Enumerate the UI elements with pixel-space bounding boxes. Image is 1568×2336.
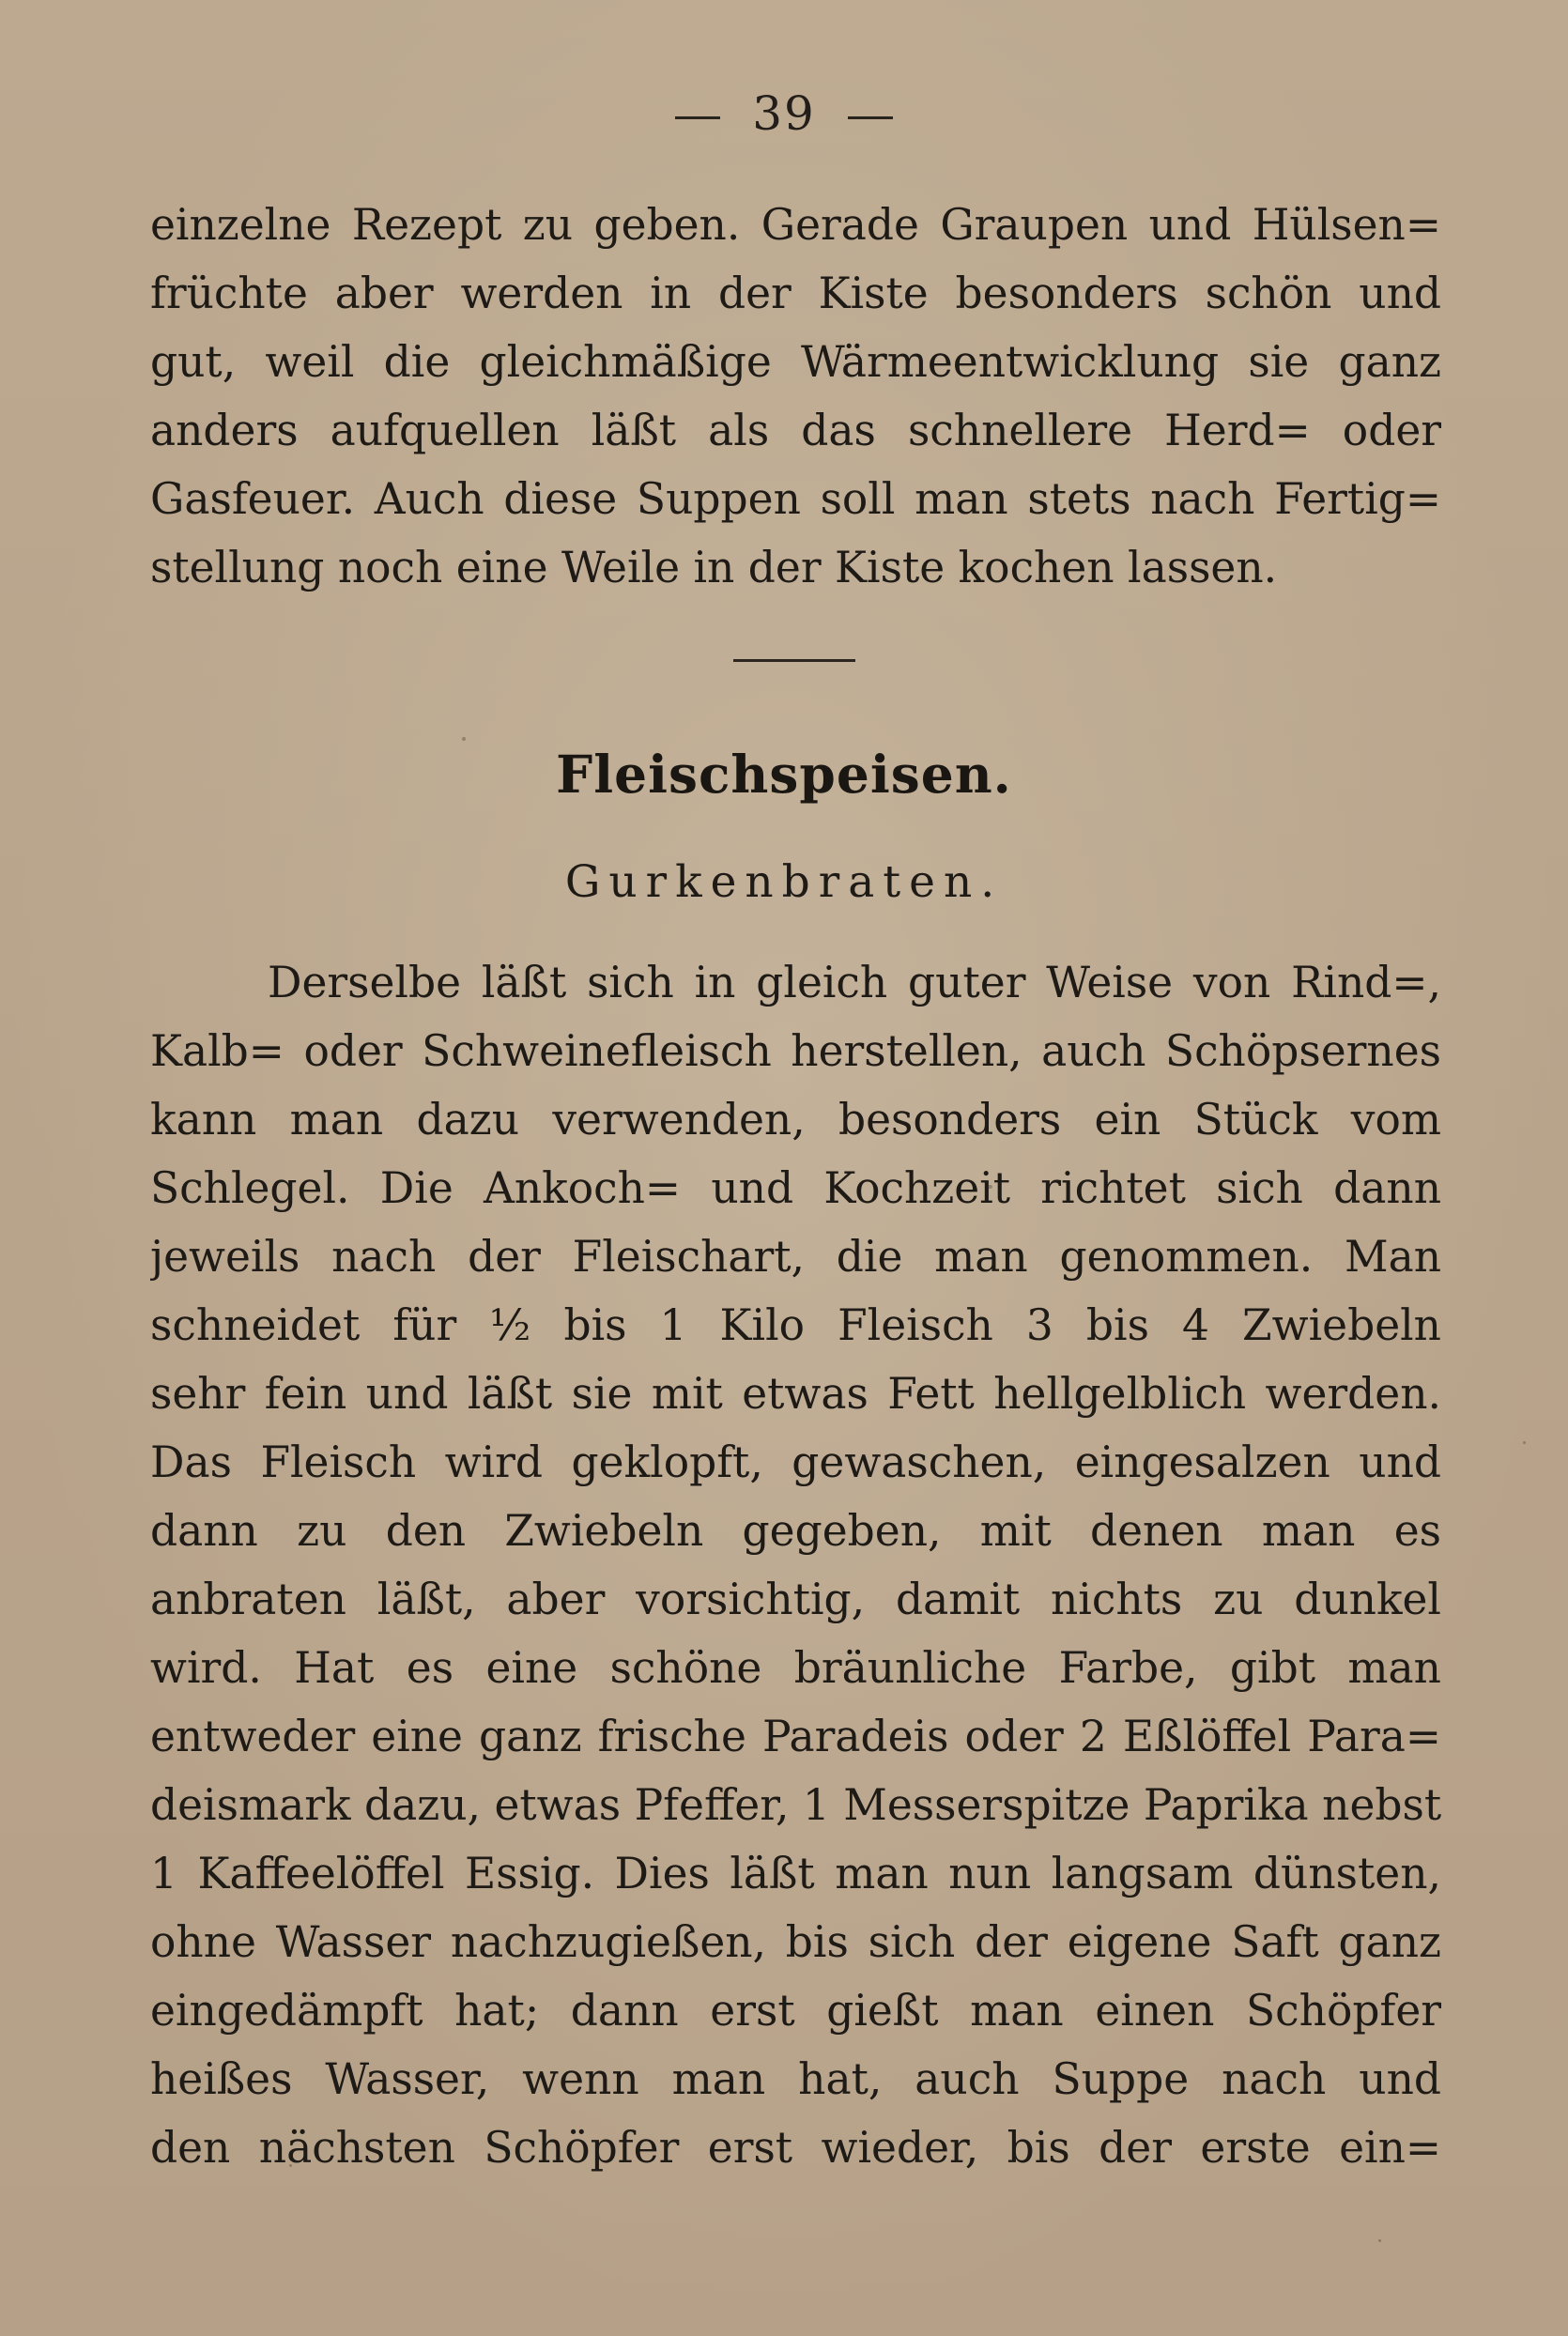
text-line: heißes Wasser, wenn man hat, auch Suppe nach und — [150, 2054, 1441, 2104]
text-line: schneidet für ½ bis 1 Kilo Fleisch 3 bis 4 Zwiebeln — [150, 1300, 1441, 1350]
paper-speck — [1523, 1441, 1526, 1444]
text-line: entweder eine ganz frische Paradeis oder 2 Eßlöffel Para= — [150, 1712, 1441, 1761]
text-line: wird. Hat es eine schöne bräunliche Farbe, gibt man — [150, 1643, 1441, 1693]
section-title: Fleischspeisen. — [556, 744, 1012, 805]
text-line: anders aufquellen läßt als das schnellere Herd= oder — [150, 406, 1441, 455]
text-line: sehr fein und läßt sie mit etwas Fett hellgelblich werden. — [150, 1369, 1441, 1419]
recipe-title: Gurkenbraten. — [564, 856, 1004, 908]
text-line: Gasfeuer. Auch diese Suppen soll man stets nach Fertig= — [150, 474, 1441, 524]
text-line: anbraten läßt, aber vorsichtig, damit nichts zu dunkel — [150, 1575, 1441, 1624]
intro-paragraph — [150, 191, 1441, 602]
text-line: stellung noch eine Weile in der Kiste kochen lassen. — [150, 543, 1278, 592]
text-line: deismark dazu, etwas Pfeffer, 1 Messerspitze Paprika nebst — [150, 1780, 1441, 1830]
text-line: eingedämpft hat; dann erst gießt man einen Schöpfer — [150, 1986, 1441, 2036]
paper-speck — [289, 2164, 292, 2167]
text-line: Schlegel. Die Ankoch= und Kochzeit richtet sich dann — [150, 1163, 1441, 1213]
paper-speck — [988, 1185, 992, 1189]
text-line: gut, weil die gleichmäßige Wärmeentwicklung sie ganz — [150, 337, 1441, 387]
text-line: dann zu den Zwiebeln gegeben, mit denen man es — [150, 1506, 1441, 1556]
text-line: ohne Wasser nachzugießen, bis sich der eigene Saft ganz — [150, 1917, 1441, 1967]
left-dash — [675, 116, 720, 119]
text-line: 1 Kaffeelöffel Essig. Dies läßt man nun langsam dünsten, — [150, 1849, 1441, 1898]
text-line: kann man dazu verwenden, besonders ein Stück vom — [150, 1095, 1441, 1145]
text-line: Kalb= oder Schweinefleisch herstellen, auch Schöpsernes — [150, 1026, 1441, 1076]
text-line: jeweils nach der Fleischart, die man genommen. Man — [150, 1232, 1441, 1282]
text-line: Das Fleisch wird geklopft, gewaschen, eingesalzen und — [150, 1437, 1441, 1487]
paper-speck — [462, 737, 466, 741]
section-divider — [733, 659, 855, 662]
recipe-paragraph — [150, 948, 1441, 2182]
text-line: einzelne Rezept zu geben. Gerade Graupen und Hülsen= — [150, 200, 1441, 250]
paper-speck — [1378, 2239, 1381, 2242]
page-number-header — [0, 86, 1568, 141]
text-line: Derselbe läßt sich in gleich guter Weise von Rind=, — [268, 958, 1441, 1007]
right-dash — [848, 116, 893, 119]
page-number: 39 — [752, 86, 816, 141]
text-line: den nächsten Schöpfer erst wieder, bis der erste ein= — [150, 2123, 1441, 2173]
text-line: früchte aber werden in der Kiste besonders schön und — [150, 269, 1441, 318]
